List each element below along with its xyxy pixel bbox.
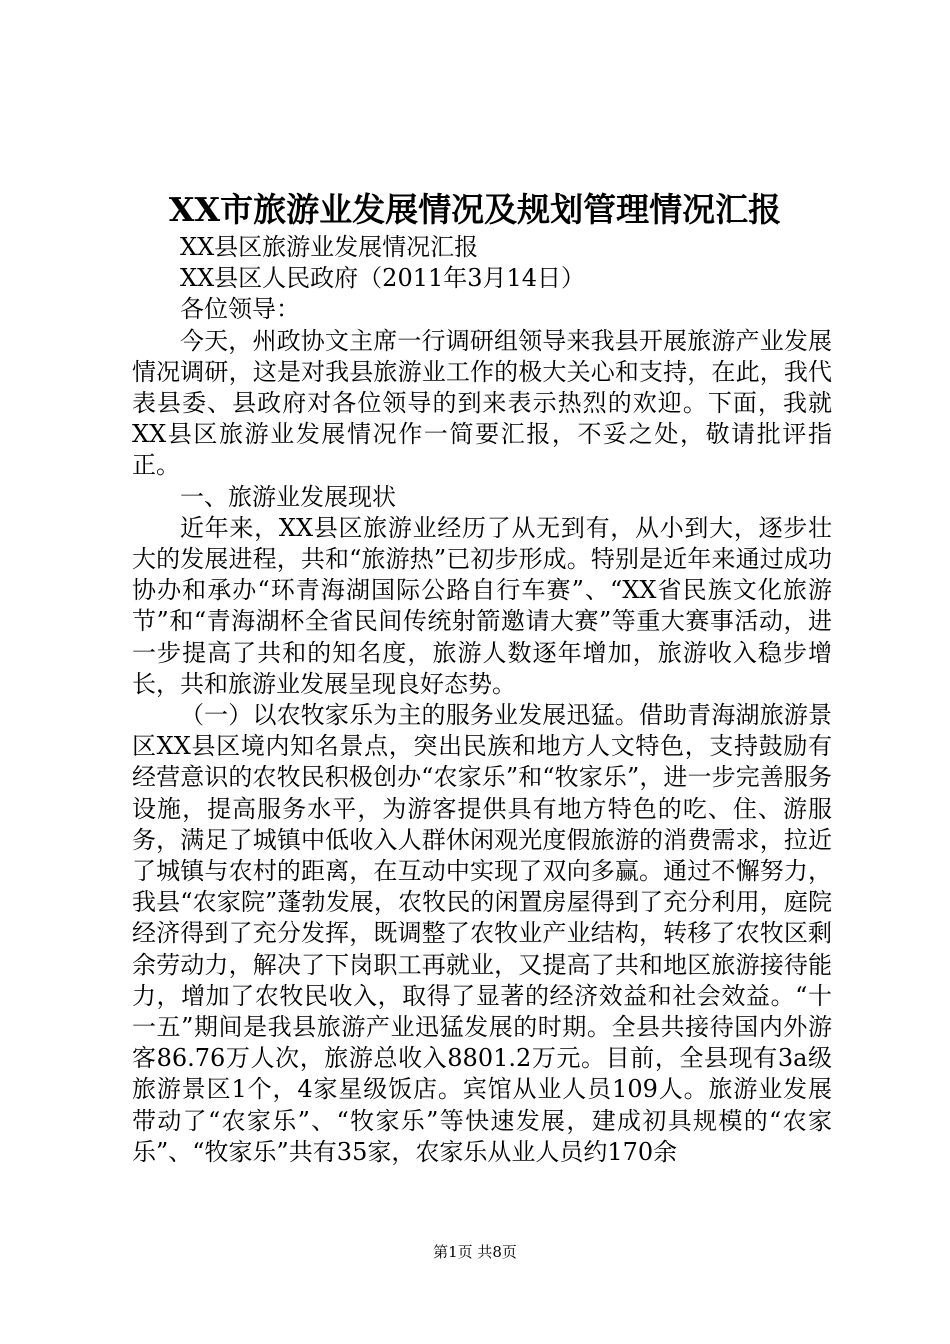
document-title: XX市旅游业发展情况及规划管理情况汇报 [168,190,782,229]
report-issuer-date: XX县区人民政府（2011年3月14日） [180,264,586,293]
paragraph-intro: 今天，州政协文主席一行调研组领导来我县开展旅游产业发展情况调研，这是对我县旅游业工作的极大关心和支持，在此，我代表县委、县政府对各位领导的到来表示热烈的欢迎。下面，我就XX县区旅游业发展情况作一简要汇报，不妥之处，敬请批评指正。 [132,326,832,480]
section-heading: 一、旅游业发展现状 [180,482,396,511]
page-footer: 第1页 共8页 [433,1243,517,1261]
paragraph-service: （一）以农牧家乐为主的服务业发展迅猛。借助青海湖旅游景区XX县区境内知名景点，突出民族和地方人文特色，支持鼓励有经营意识的农牧民积极创办“农家乐”和“牧家乐”，进一步完善服务设施，提高服务水平，为游客提供具有地方特色的吃、住、游服务，满足了城镇中低收入人群休闲观光度假旅游的消费需求，拉近了城镇与农村的距离，在互动中实现了双向多赢。通过不懈努力，我县“农家院”蓬勃发展，农牧民的闲置房屋得到了充分利用，庭院经济得到了充分发挥，既调整了农牧业产业结构，转移了农牧区剩余劳动力，解决了下岗职工再就业，又提高了共和地区旅游接待能力，增加了农牧民收入，取得了显著的经济效益和社会效益。“十一五”期间是我县旅游产业迅猛发展的时期。全县共接待国内外游客86.76万人次，旅游总收入8801.2万元。目前，全县现有3a级旅游景区1个，4家星级饭店。宾馆从业人员109人。旅游业发展带动了“农家乐”、“牧家乐”等快速发展，建成初具规模的“农家乐”、“牧家乐”共有35家，农家乐从业人员约170余 [132,701,832,1166]
paragraph-status: 近年来，XX县区旅游业经历了从无到有，从小到大，逐步壮大的发展进程，共和“旅游热”已初步形成。特别是近年来通过成功协办和承办“环青海湖国际公路自行车赛”、“XX省民族文化旅游节”和“青海湖杯全省民间传统射箭邀请大赛”等重大赛事活动，进一步提高了共和的知名度，旅游人数逐年增加，旅游收入稳步增长，共和旅游业发展呈现良好态势。 [132,513,832,698]
salutation: 各位领导： [180,295,300,324]
document-body [132,232,832,1168]
report-subtitle: XX县区旅游业发展情况汇报 [180,233,479,261]
